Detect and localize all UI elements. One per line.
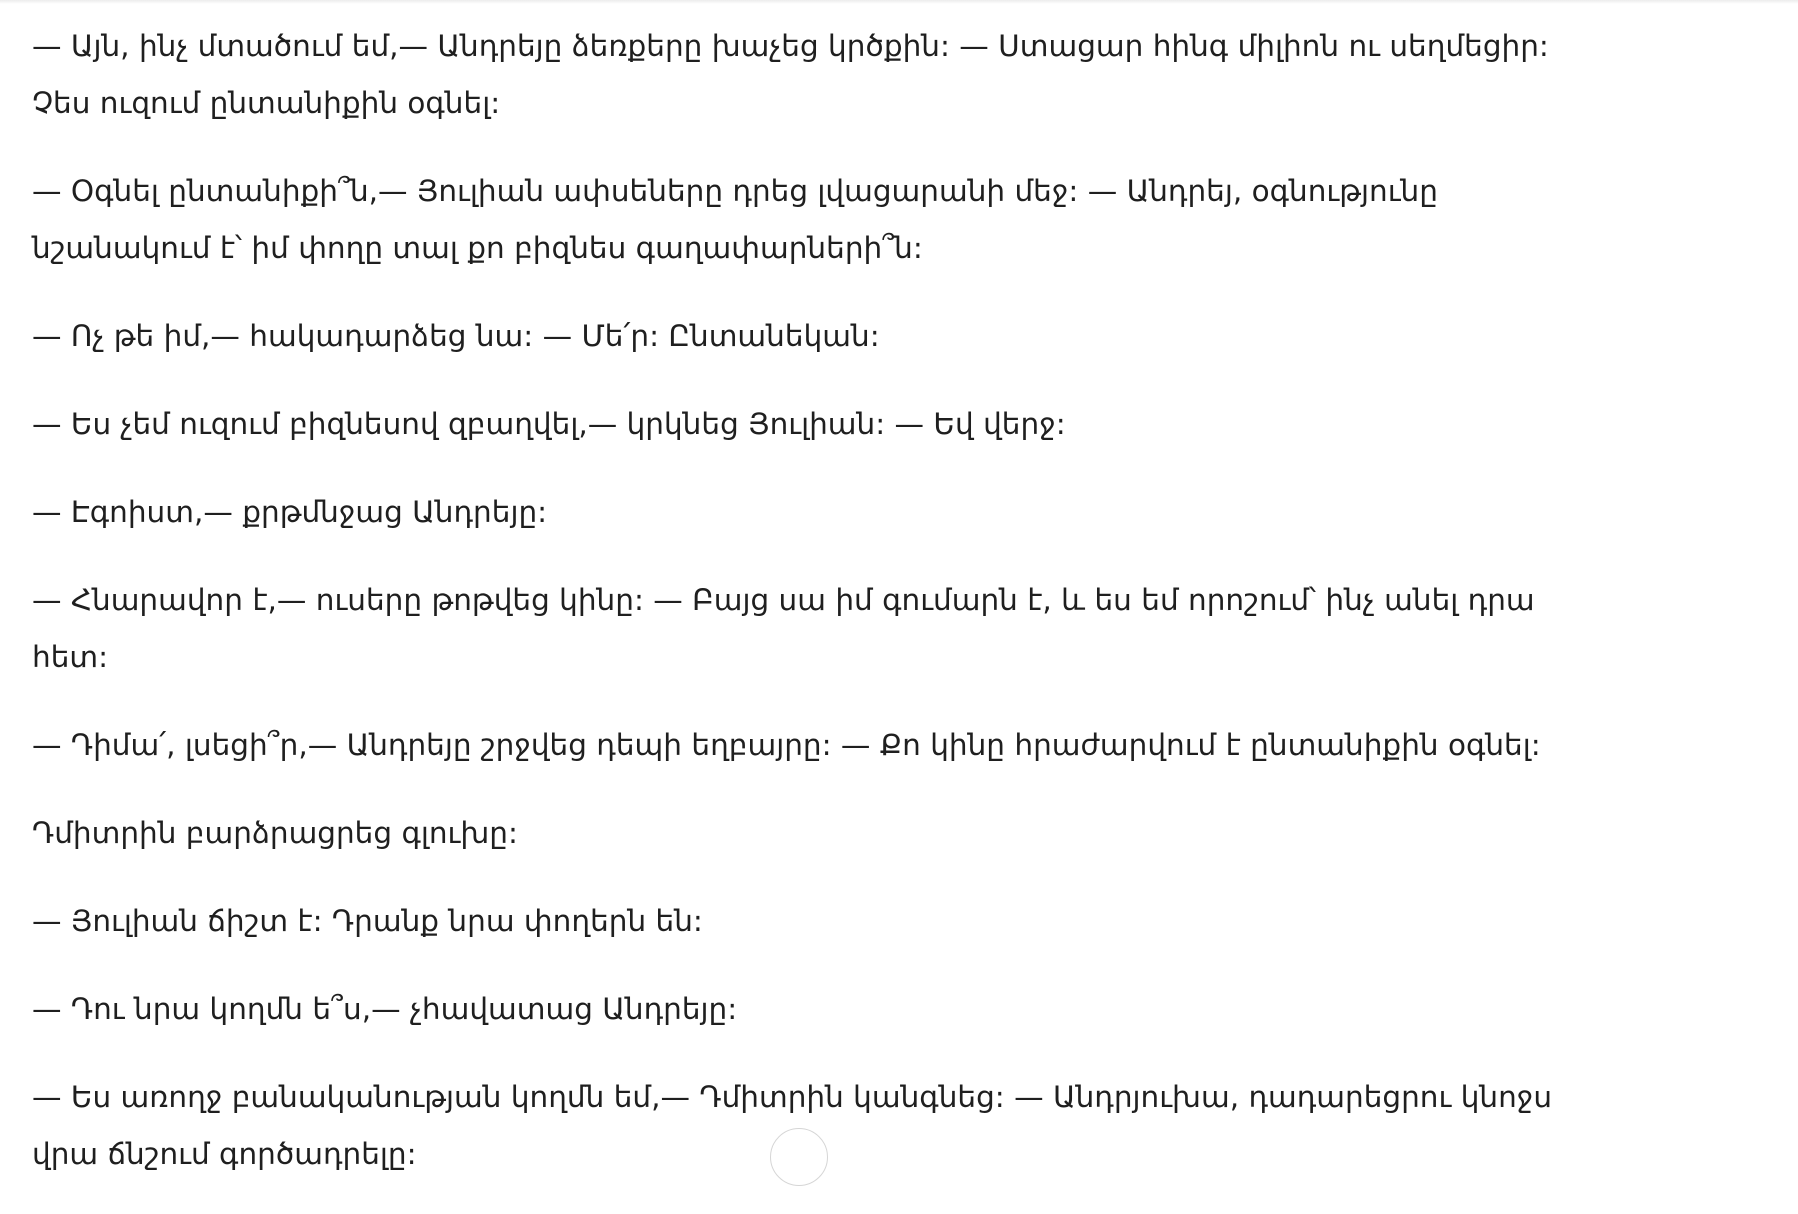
- paragraph: — Այն, ինչ մտածում եմ,— Անդրեյը ձեռքերը խաչեց կրծքին: — Ստացար հինգ միլիոն ու սեղմեցիր: Չես ուզում ընտանիքին օգնել:: [32, 29, 1549, 120]
- paragraph: — Դիմա՛, լսեցի՞ր,— Անդրեյը շրջվեց դեպի եղբայրը: — Քո կինը հրաժարվում է ընտանիքին օգնել:: [32, 728, 1541, 762]
- paragraph: — Դու նրա կողմն ե՞ս,— չհավատաց Անդրեյը:: [32, 992, 738, 1026]
- story-text: [32, 18, 1612, 1214]
- paragraph: — Էգոիստ,— քրթմնջաց Անդրեյը:: [32, 495, 548, 529]
- paragraph: — Օգնել ընտանիքի՞ն,— Յուլիան ափսեները դրեց լվացարանի մեջ: — Անդրեյ, օգնությունը նշանակում է՝ իմ փողը տալ քո բիզնես գաղափարների՞ն:: [32, 174, 1438, 265]
- paragraph: — Հնարավոր է,— ուսերը թոթվեց կինը: — Բայց սա իմ գումարն է, և ես եմ որոշում՝ ինչ անել դրա հետ:: [32, 583, 1535, 674]
- scroll-button[interactable]: [770, 1128, 828, 1186]
- paragraph: — Ես առողջ բանականության կողմն եմ,— Դմիտրին կանգնեց: — Անդրյուխա, դադարեցրու կնոջս վրա ճնշում գործադրելը:: [32, 1080, 1553, 1171]
- paragraph: — Ոչ թե իմ,— հակադարձեց նա: — Մե՛ր: Ընտանեկան:: [32, 319, 880, 353]
- top-divider: [0, 0, 1798, 4]
- paragraph: Դմիտրին բարձրացրեց գլուխը:: [32, 816, 518, 850]
- paragraph: — Յուլիան ճիշտ է: Դրանք նրա փողերն են:: [32, 904, 703, 938]
- paragraph: — Ես չեմ ուզում բիզնեսով զբաղվել,— կրկնեց Յուլիան: — Եվ վերջ:: [32, 407, 1066, 441]
